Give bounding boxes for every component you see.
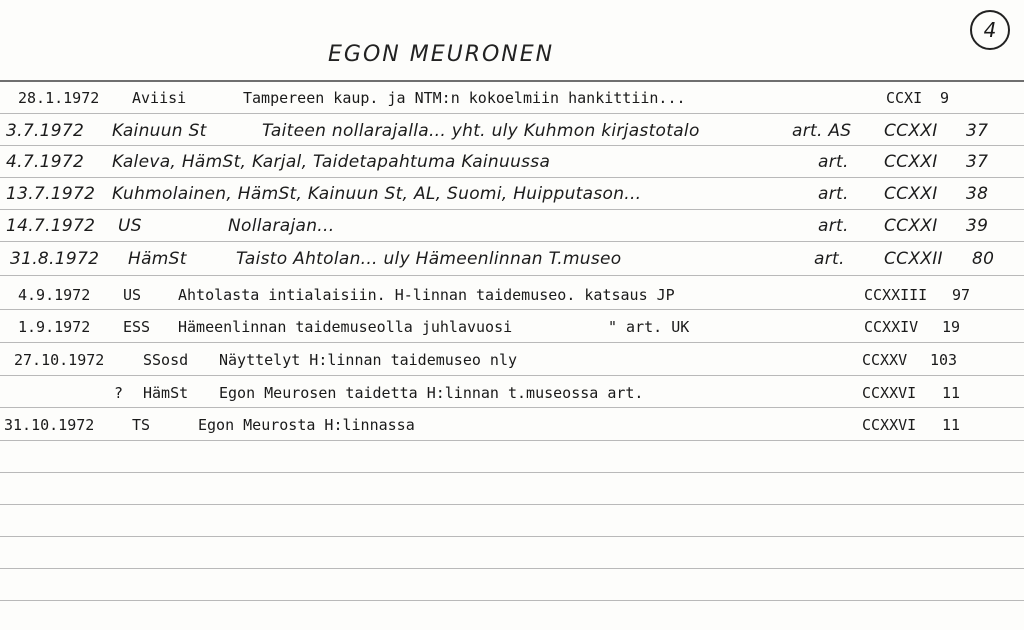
entry-date: 3.7.1972 bbox=[6, 121, 85, 141]
entry-date: 13.7.1972 bbox=[6, 184, 96, 204]
entry-page: 11 bbox=[942, 384, 961, 402]
ruled-line bbox=[0, 472, 1024, 473]
entry-volume: CCXXIV bbox=[864, 318, 919, 336]
entry-type: art. AS bbox=[792, 121, 852, 141]
ruled-line bbox=[0, 209, 1024, 210]
entry-text: Ahtolasta intialaisiin. H-linnan taidemuseo. katsaus JP bbox=[178, 286, 675, 304]
entry-volume: CCXXI bbox=[884, 152, 938, 172]
entry-page: 103 bbox=[930, 351, 958, 369]
ruled-line bbox=[0, 440, 1024, 441]
entry-paper: TS bbox=[132, 416, 151, 434]
entry-date: ? bbox=[114, 384, 124, 402]
ruled-line bbox=[0, 407, 1024, 408]
ruled-line bbox=[0, 177, 1024, 178]
entry-page: 37 bbox=[966, 152, 989, 172]
entry-paper: Kaleva, HämSt, Karjal, Taidetapahtuma Kainuussa bbox=[112, 152, 551, 172]
ruled-line bbox=[0, 342, 1024, 343]
entry-text: Taisto Ahtolan... uly Hämeenlinnan T.museo bbox=[236, 249, 622, 269]
entry-page: 38 bbox=[966, 184, 989, 204]
entry-date: 27.10.1972 bbox=[14, 351, 105, 369]
entry-volume: CCXXIII bbox=[864, 286, 928, 304]
entry-type: " art. UK bbox=[608, 318, 690, 336]
entry-page: 39 bbox=[966, 216, 989, 236]
entry-type: art. bbox=[814, 249, 845, 269]
entry-date: 31.8.1972 bbox=[10, 249, 100, 269]
entry-date: 28.1.1972 bbox=[18, 89, 100, 107]
entry-paper: US bbox=[118, 216, 142, 236]
entry-page: 19 bbox=[942, 318, 961, 336]
entry-text: Egon Meurosen taidetta H:linnan t.museossa art. bbox=[219, 384, 644, 402]
entry-text: Nollarajan... bbox=[228, 216, 335, 236]
entry-type: art. bbox=[818, 152, 849, 172]
entry-type: art. bbox=[818, 216, 849, 236]
entry-date: 1.9.1972 bbox=[18, 318, 91, 336]
ruled-line bbox=[0, 241, 1024, 242]
entry-text: Taiteen nollarajalla... yht. uly Kuhmon kirjastotalo bbox=[262, 121, 700, 141]
entry-date: 4.7.1972 bbox=[6, 152, 85, 172]
entry-volume: CCXXII bbox=[884, 249, 943, 269]
entry-paper: Kuhmolainen, HämSt, Kainuun St, AL, Suomi, Huipputason... bbox=[112, 184, 642, 204]
ruled-line bbox=[0, 309, 1024, 310]
entry-date: 4.9.1972 bbox=[18, 286, 91, 304]
ruled-line bbox=[0, 275, 1024, 276]
ruled-line bbox=[0, 568, 1024, 569]
ruled-line bbox=[0, 375, 1024, 376]
entry-paper: US bbox=[123, 286, 142, 304]
entry-volume: CCXXVI bbox=[862, 416, 917, 434]
entry-page: 9 bbox=[940, 89, 950, 107]
ruled-line bbox=[0, 536, 1024, 537]
entry-text: Egon Meurosta H:linnassa bbox=[198, 416, 415, 434]
entry-volume: CCXXV bbox=[862, 351, 908, 369]
entry-volume: CCXXVI bbox=[862, 384, 917, 402]
entry-paper: ESS bbox=[123, 318, 151, 336]
card-number: 4 bbox=[970, 10, 1010, 50]
entry-volume: CCXXI bbox=[884, 216, 938, 236]
entry-page: 37 bbox=[966, 121, 989, 141]
ruled-line bbox=[0, 600, 1024, 601]
entry-text: Näyttelyt H:linnan taidemuseo nly bbox=[219, 351, 518, 369]
entry-type: art. bbox=[818, 184, 849, 204]
entry-page: 80 bbox=[972, 249, 995, 269]
entry-volume: CCXI bbox=[886, 89, 923, 107]
ruled-line bbox=[0, 113, 1024, 114]
entry-paper: Kainuun St bbox=[112, 121, 207, 141]
card-title: EGON MEURONEN bbox=[328, 42, 555, 67]
entry-paper: Aviisi bbox=[132, 89, 187, 107]
entry-paper: HämSt bbox=[143, 384, 189, 402]
entry-volume: CCXXI bbox=[884, 184, 938, 204]
entry-paper: SSosd bbox=[143, 351, 189, 369]
entry-date: 31.10.1972 bbox=[4, 416, 95, 434]
entry-volume: CCXXI bbox=[884, 121, 938, 141]
entry-date: 14.7.1972 bbox=[6, 216, 96, 236]
entry-page: 11 bbox=[942, 416, 961, 434]
ruled-line bbox=[0, 504, 1024, 505]
entry-text: Hämeenlinnan taidemuseolla juhlavuosi bbox=[178, 318, 513, 336]
entry-text: Tampereen kaup. ja NTM:n kokoelmiin hankittiin... bbox=[243, 89, 686, 107]
ruled-line bbox=[0, 145, 1024, 146]
entry-page: 97 bbox=[952, 286, 971, 304]
header-rule bbox=[0, 80, 1024, 82]
entry-paper: HämSt bbox=[128, 249, 187, 269]
